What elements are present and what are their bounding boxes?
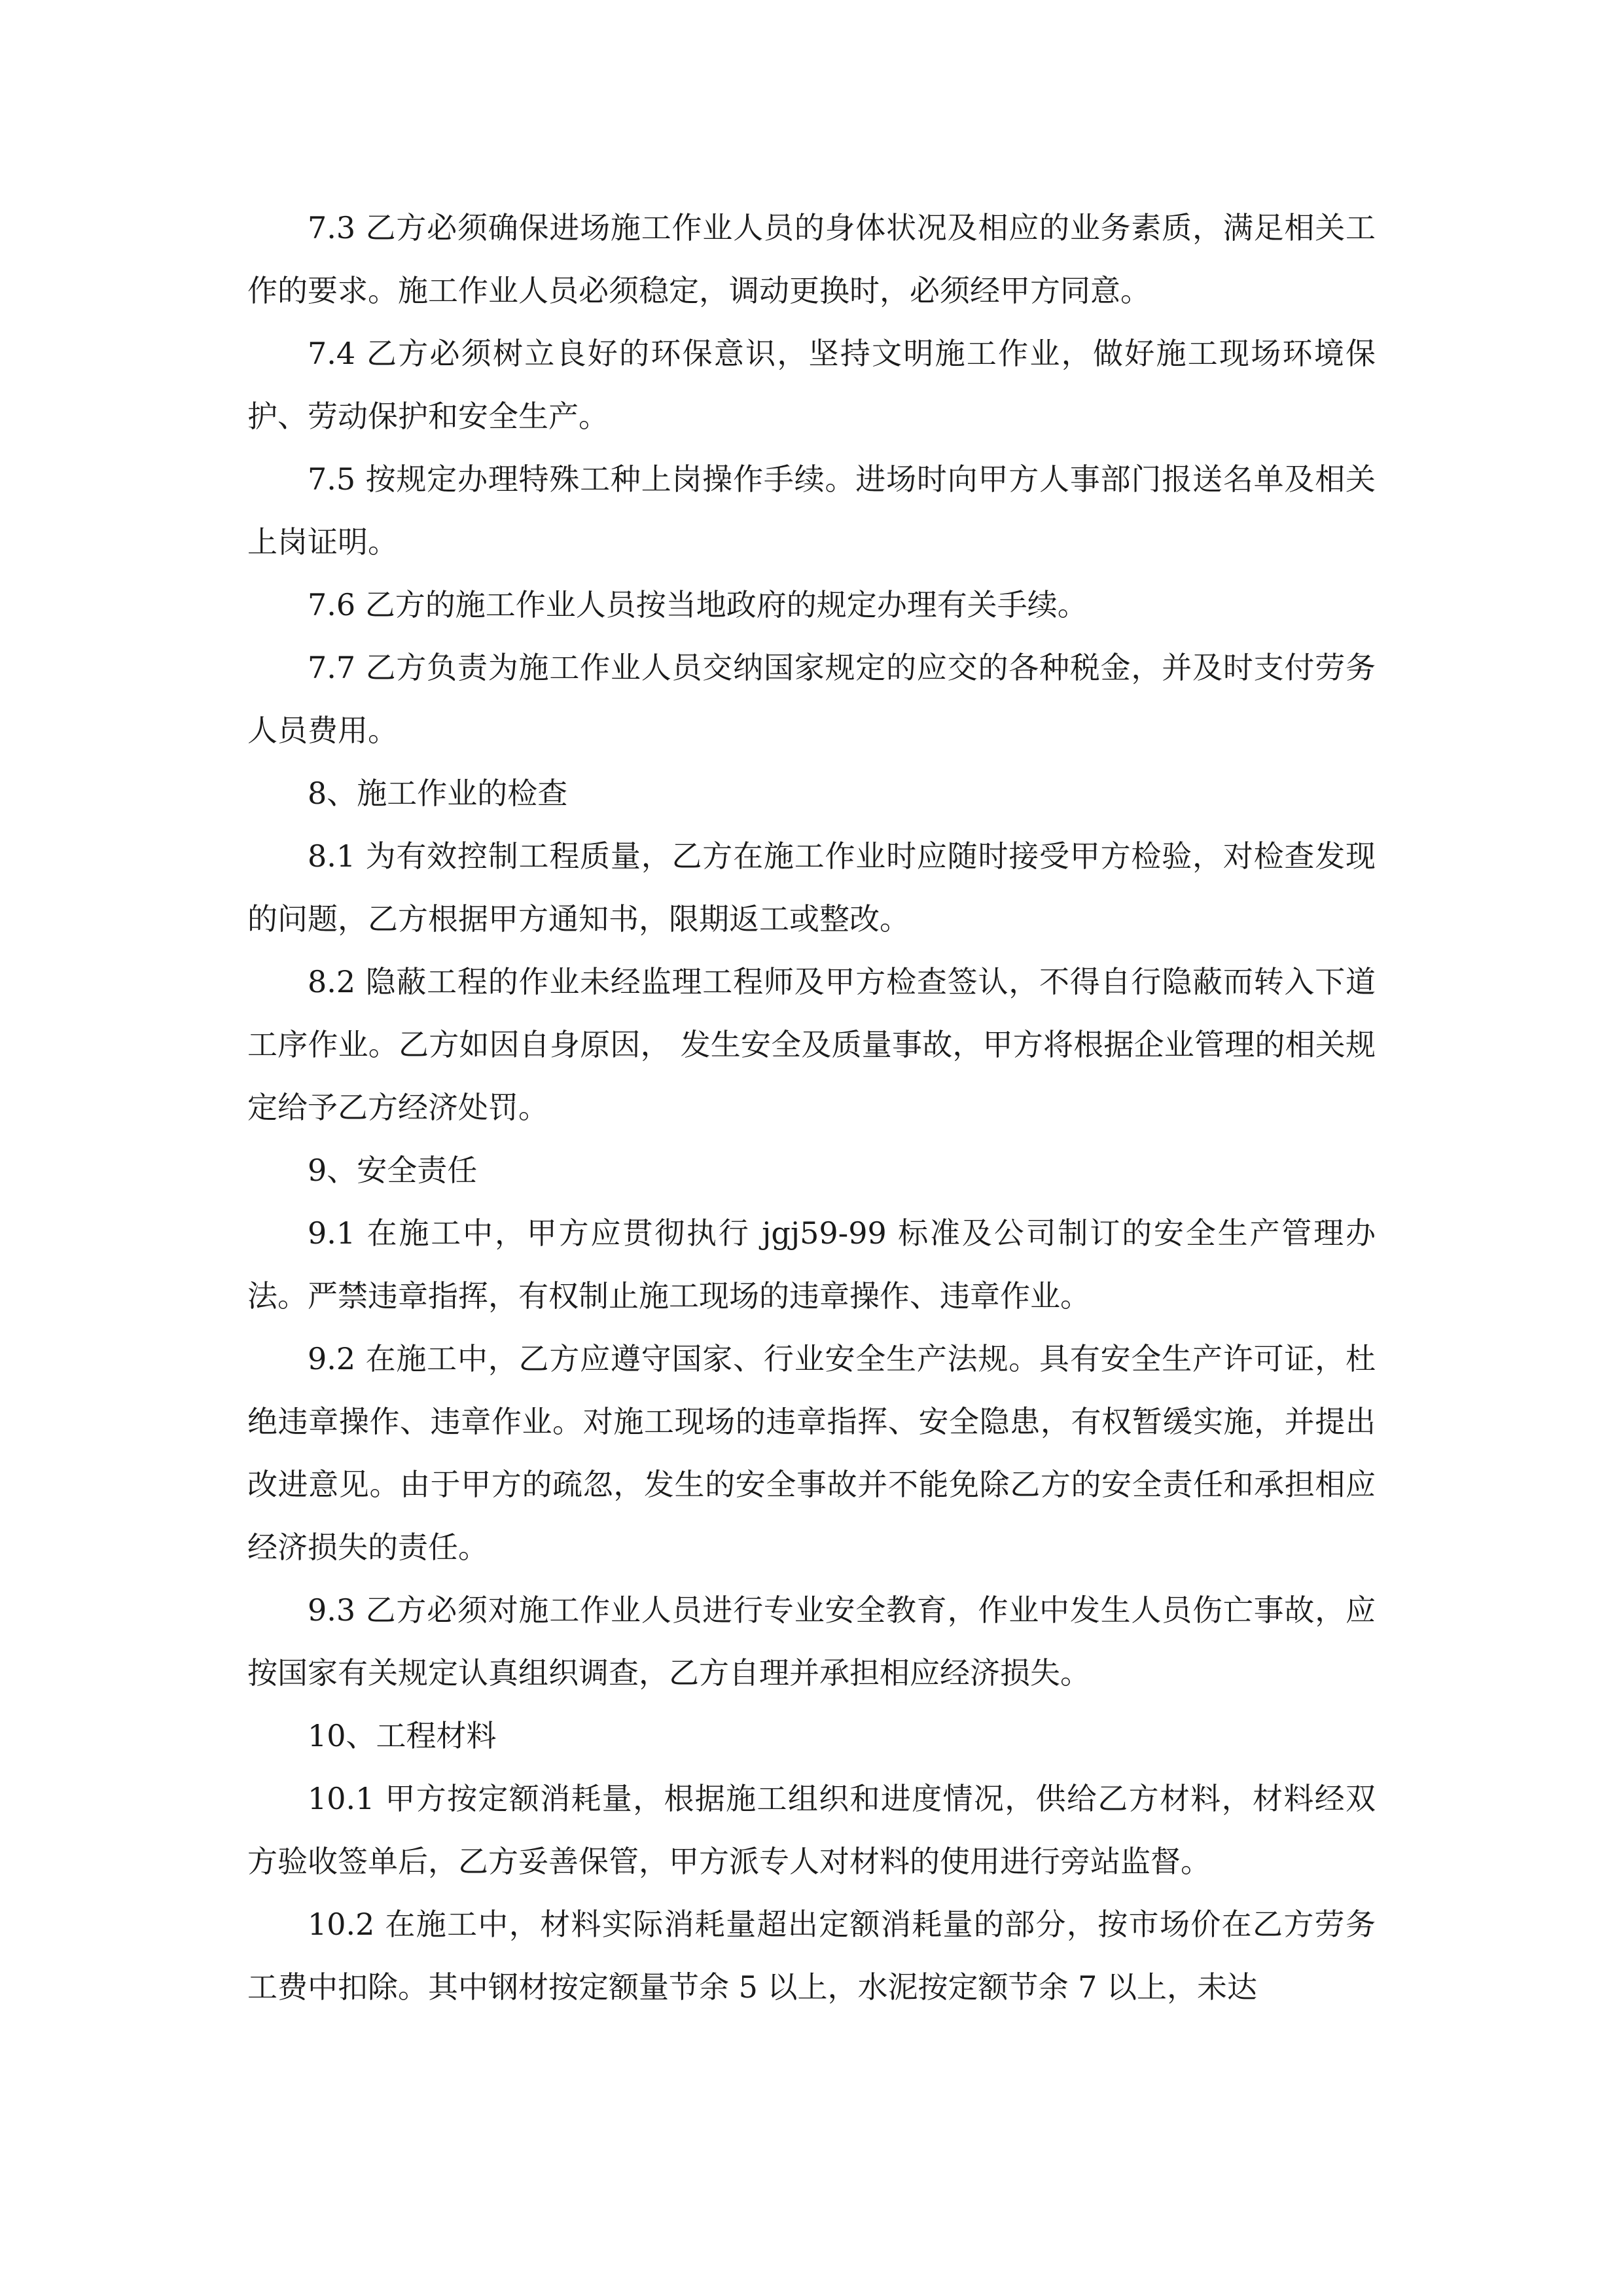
clause-7-3: 7.3 乙方必须确保进场施工作业人员的身体状况及相应的业务素质，满足相关工作的要求。施工作业人员必须稳定，调动更换时，必须经甲方同意。 (247, 210, 1376, 308)
clause-7-6: 7.6 乙方的施工作业人员按当地政府的规定办理有关手续。 (308, 587, 1088, 622)
clause-10-2: 10.2 在施工中，材料实际消耗量超出定额消耗量的部分，按市场价在乙方劳务工费中扣除。其中钢材按定额量节余 5 以上，水泥按定额节余 7 以上，未达 (247, 1907, 1376, 2005)
section-heading-10: 10、工程材料 (308, 1718, 497, 1753)
clause-7-4: 7.4 乙方必须树立良好的环保意识，坚持文明施工作业，做好施工现场环境保护、劳动保护和安全生产。 (247, 336, 1376, 434)
section-heading-9: 9、安全责任 (308, 1153, 478, 1188)
section-heading-8: 8、施工作业的检查 (308, 776, 568, 811)
document-body (247, 196, 1376, 2018)
clause-8-2: 8.2 隐蔽工程的作业未经监理工程师及甲方检查签认，不得自行隐蔽而转入下道工序作业。乙方如因自身原因， 发生安全及质量事故，甲方将根据企业管理的相关规定给予乙方经济处罚。 (247, 964, 1376, 1125)
clause-10-1: 10.1 甲方按定额消耗量，根据施工组织和进度情况，供给乙方材料，材料经双方验收签单后，乙方妥善保管，甲方派专人对材料的使用进行旁站监督。 (247, 1781, 1376, 1879)
clause-8-1: 8.1 为有效控制工程质量，乙方在施工作业时应随时接受甲方检验，对检查发现的问题，乙方根据甲方通知书，限期返工或整改。 (247, 838, 1376, 937)
clause-9-2: 9.2 在施工中，乙方应遵守国家、行业安全生产法规。具有安全生产许可证，杜绝违章操作、违章作业。对施工现场的违章指挥、安全隐患，有权暂缓实施，并提出改进意见。由于甲方的疏忽，发生的安全事故并不能免除乙方的安全责任和承担相应经济损失的责任。 (247, 1341, 1376, 1565)
clause-7-5: 7.5 按规定办理特殊工种上岗操作手续。进场时向甲方人事部门报送名单及相关上岗证明。 (247, 461, 1376, 560)
clause-9-3: 9.3 乙方必须对施工作业人员进行专业安全教育，作业中发生人员伤亡事故，应按国家有关规定认真组织调查，乙方自理并承担相应经济损失。 (247, 1592, 1376, 1691)
clause-7-7: 7.7 乙方负责为施工作业人员交纳国家规定的应交的各种税金，并及时支付劳务人员费用。 (247, 650, 1376, 748)
clause-9-1: 9.1 在施工中，甲方应贯彻执行 jgj59-99 标准及公司制订的安全生产管理办法。严禁违章指挥，有权制止施工现场的违章操作、违章作业。 (247, 1215, 1376, 1314)
